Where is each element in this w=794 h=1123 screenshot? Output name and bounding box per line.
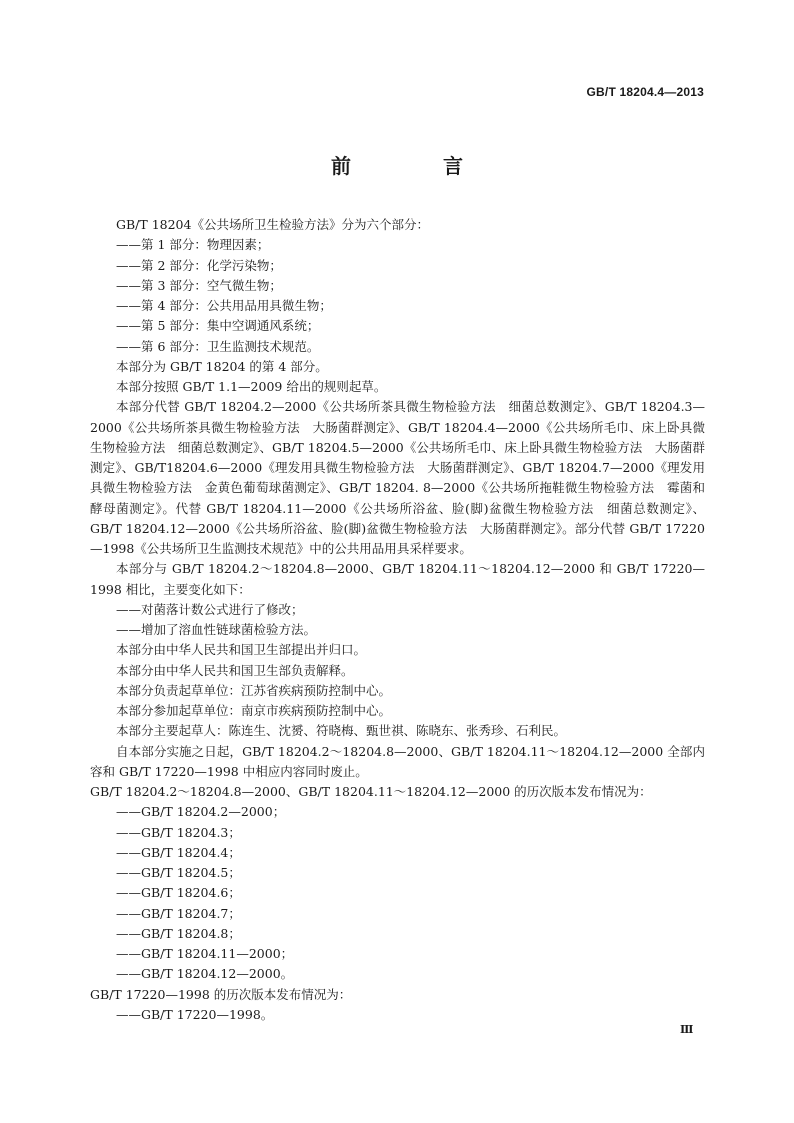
list-item: ——GB/T 18204.5； xyxy=(116,865,241,880)
list-item: ——GB/T 18204.3； xyxy=(116,824,241,840)
paragraph: 本部分按照 GB/T 1.1—2009 给出的规则起草。 xyxy=(116,379,387,394)
list-item: ——第 6 部分：卫生监测技术规范。 xyxy=(116,338,320,354)
list-item: ——GB/T 18204.8； xyxy=(116,925,241,941)
paragraph: 本部分由中华人民共和国卫生部负责解释。 xyxy=(116,662,354,678)
paragraph-changes: 本部分与 GB/T 18204.2～18204.8—2000、GB/T 18204.11～18204.12—2000 和 GB/T 17220—1998 相比，主要变化如下： xyxy=(90,561,705,597)
list-item: ——第 3 部分：空气微生物； xyxy=(116,277,282,293)
foreword-body xyxy=(90,215,705,1025)
page-title: 前 言 xyxy=(331,154,499,178)
list-item: ——GB/T 18204.11—2000； xyxy=(116,946,294,961)
list-item: ——GB/T 18204.2—2000； xyxy=(116,804,286,820)
paragraph: 本部分负责起草单位：江苏省疾病预防控制中心。 xyxy=(116,682,392,698)
list-item: ——第 1 部分：物理因素； xyxy=(116,237,270,253)
list-item: ——第 5 部分：集中空调通风系统； xyxy=(116,318,320,334)
paragraph: 本部分主要起草人：陈连生、沈赟、符晓梅、甄世祺、陈晓东、张秀珍、石利民。 xyxy=(116,723,567,739)
paragraph: 本部分参加起草单位：南京市疾病预防控制中心。 xyxy=(116,703,392,718)
standard-number: GB/T 18204.4—2013 xyxy=(586,85,704,99)
paragraph-replacement: 本部分代替 GB/T 18204.2—2000《公共场所茶具微生物检验方法 细菌总数测定》、GB/T 18204.3—2000《公共场所茶具微生物检验方法 大肠菌群测定》、GB/T 18204.4—2000《公共场所毛巾、床上卧具微生物检验方法 细菌总数测定》、GB/T 18204.5—2000《公共场所毛巾、床上卧具微生物检验方法 大肠菌群测定》、GB/T18204.6—2000《理发用具微生物检验方法 大肠菌群测定》、GB/T 18204.7—2000《理发用具微生物检验方法 金黄色葡萄球菌测定》、GB/T 18204. 8—2000《公共场所拖鞋微生物检验方法 霉菌和酵母菌测定》。代替 GB/T 18204.11—2000《公共场所浴盆、脸(脚)盆微生物检验方法 细菌总数测定》、GB/T 18204.12—2000《公共场所浴盆、脸(脚)盆微生物检验方法 大肠菌群测定》。部分代替 GB/T 17220—1998《公共场所卫生监测技术规范》中的公共用品用具采样要求。 xyxy=(90,399,705,556)
list-item: ——增加了溶血性链球菌检验方法。 xyxy=(116,622,317,637)
paragraph-intro: GB/T 18204《公共场所卫生检验方法》分为六个部分： xyxy=(116,217,429,232)
list-item: ——GB/T 18204.4； xyxy=(116,844,241,860)
list-item: ——第 2 部分：化学污染物； xyxy=(116,257,282,273)
page-number: Ⅲ xyxy=(680,1023,694,1036)
paragraph: 自本部分实施之日起，GB/T 18204.2～18204.8—2000、GB/T 18204.11～18204.12—2000 全部内容和 GB/T 17220—1998 中相应内容同时废止。 xyxy=(90,743,705,779)
list-item: ——第 4 部分：公共用品用具微生物； xyxy=(116,298,332,313)
paragraph: GB/T 18204.2～18204.8—2000、GB/T 18204.11～18204.12—2000 的历次版本发布情况为： xyxy=(90,784,652,799)
list-item: ——对菌落计数公式进行了修改； xyxy=(116,601,304,617)
paragraph: 本部分由中华人民共和国卫生部提出并归口。 xyxy=(116,642,367,658)
paragraph: 本部分为 GB/T 18204 的第 4 部分。 xyxy=(116,358,328,374)
paragraph: GB/T 17220—1998 的历次版本发布情况为： xyxy=(90,986,352,1002)
list-item: ——GB/T 18204.6； xyxy=(116,885,241,901)
list-item: ——GB/T 18204.12—2000。 xyxy=(116,966,294,982)
list-item: ——GB/T 18204.7； xyxy=(116,905,241,921)
list-item: ——GB/T 17220—1998。 xyxy=(116,1006,274,1022)
